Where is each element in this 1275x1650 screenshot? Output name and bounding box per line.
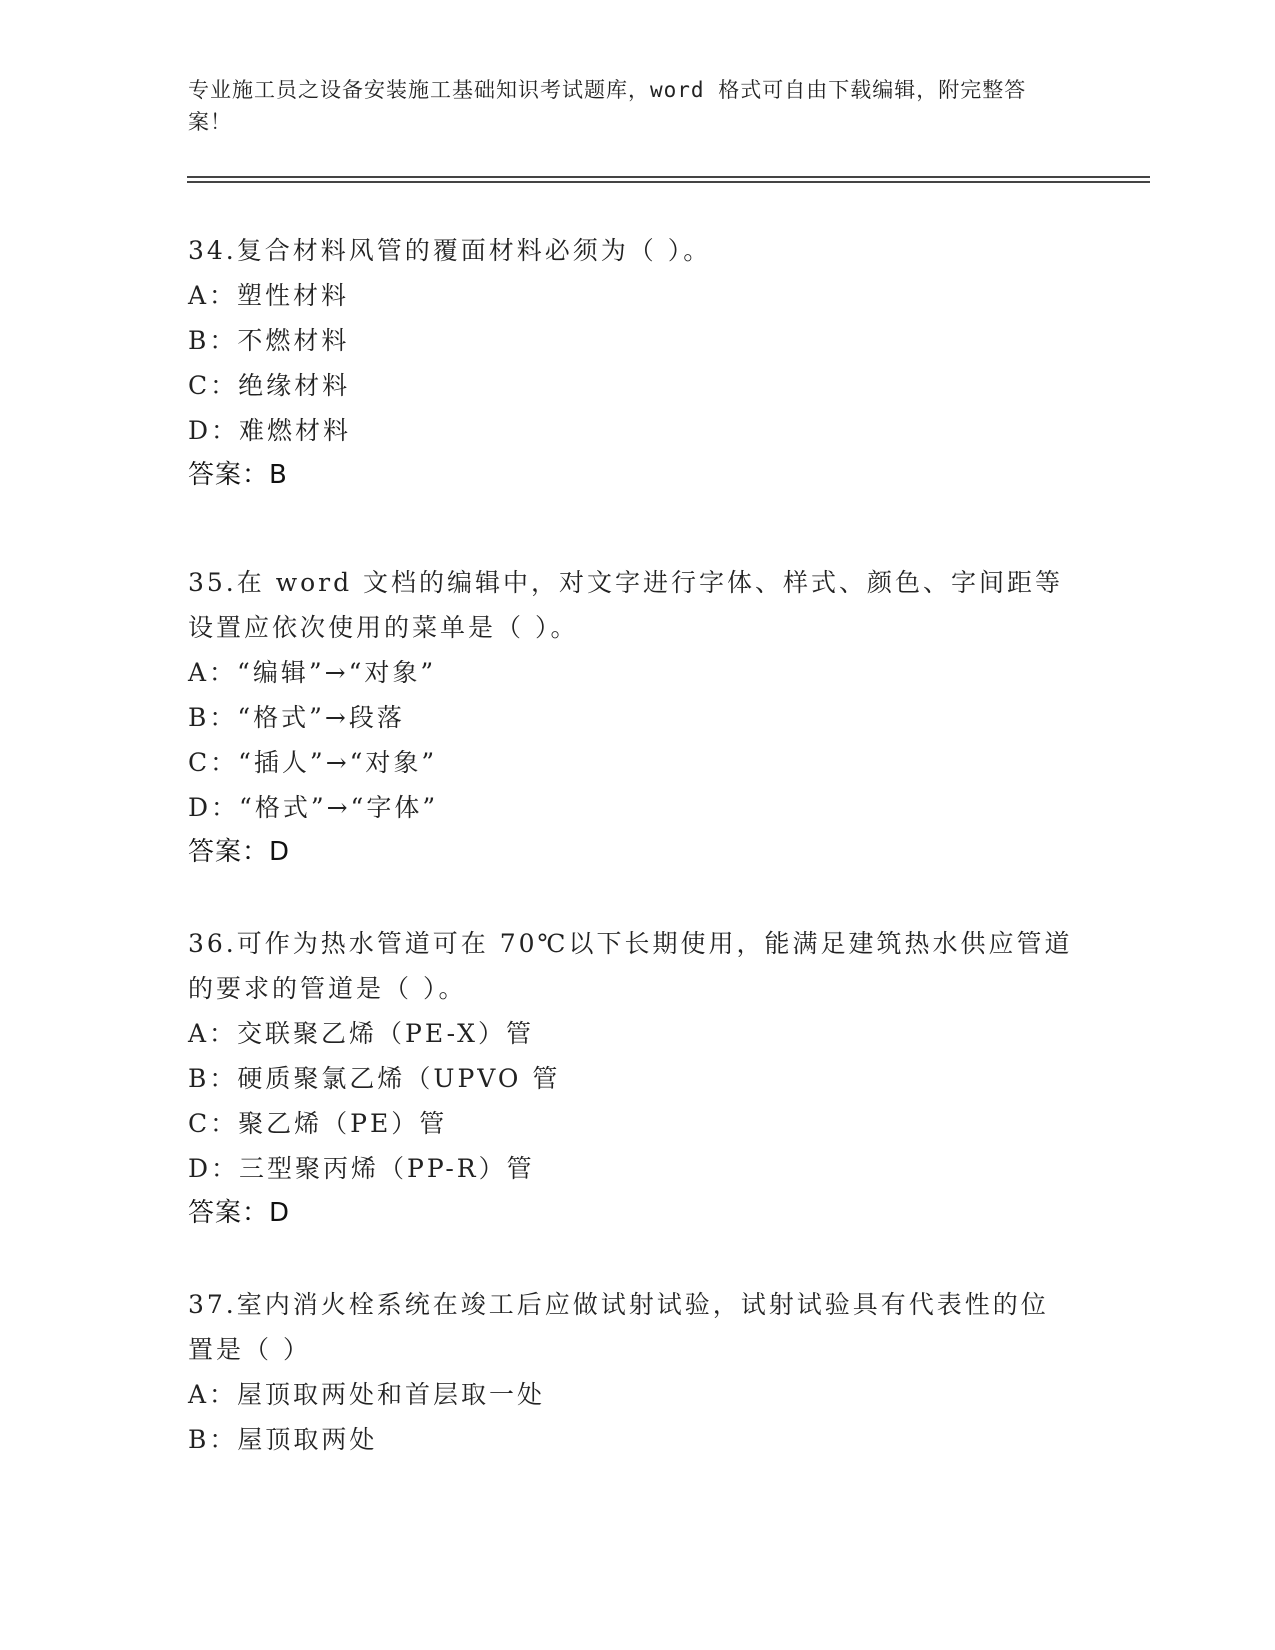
header-divider-top [187,176,1150,178]
option-d: D：难燃材料 [188,416,352,445]
option-d: D：“格式”→“字体” [188,793,439,822]
option-a: A：塑性材料 [188,281,350,310]
question-stem-cont: 置是（ ） [188,1335,311,1364]
question-stem: 34.复合材料风管的覆面材料必须为（ ）。 [188,236,712,265]
question-stem-cont: 设置应依次使用的菜单是（ ）。 [188,613,579,642]
answer-line: 答案：B [188,460,288,490]
answer-line: 答案：D [188,1198,291,1228]
question-35 [188,560,1088,875]
question-37 [188,1282,1088,1462]
question-stem: 36.可作为热水管道可在 70℃以下长期使用，能满足建筑热水供应管道 [188,929,1073,958]
option-a: A：屋顶取两处和首层取一处 [188,1380,546,1409]
option-b: B：“格式”→段落 [188,703,405,732]
answer-line: 答案：D [188,837,291,867]
option-d: D：三型聚丙烯（PP-R）管 [188,1154,535,1183]
option-b: B：屋顶取两处 [188,1425,378,1454]
question-stem-cont: 的要求的管道是（ ）。 [188,974,467,1003]
header-divider-bottom [187,181,1150,183]
option-c: C：聚乙烯（PE）管 [188,1109,448,1138]
option-b: B：不燃材料 [188,326,350,355]
question-stem: 37.室内消火栓系统在竣工后应做试射试验，试射试验具有代表性的位 [188,1290,1049,1319]
question-stem: 35.在 word 文档的编辑中，对文字进行字体、样式、颜色、字间距等 [188,568,1064,597]
option-b: B：硬质聚氯乙烯（UPVO 管 [188,1064,561,1093]
option-c: C：绝缘材料 [188,371,351,400]
option-c: C：“插人”→“对象” [188,748,438,777]
option-a: A：交联聚乙烯（PE-X）管 [188,1019,534,1048]
question-36 [188,921,1088,1236]
option-a: A：“编辑”→“对象” [188,658,437,687]
question-34 [188,228,1088,498]
document-intro: 专业施工员之设备安装施工基础知识考试题库，word 格式可自由下载编辑，附完整答案！ [188,78,1027,134]
